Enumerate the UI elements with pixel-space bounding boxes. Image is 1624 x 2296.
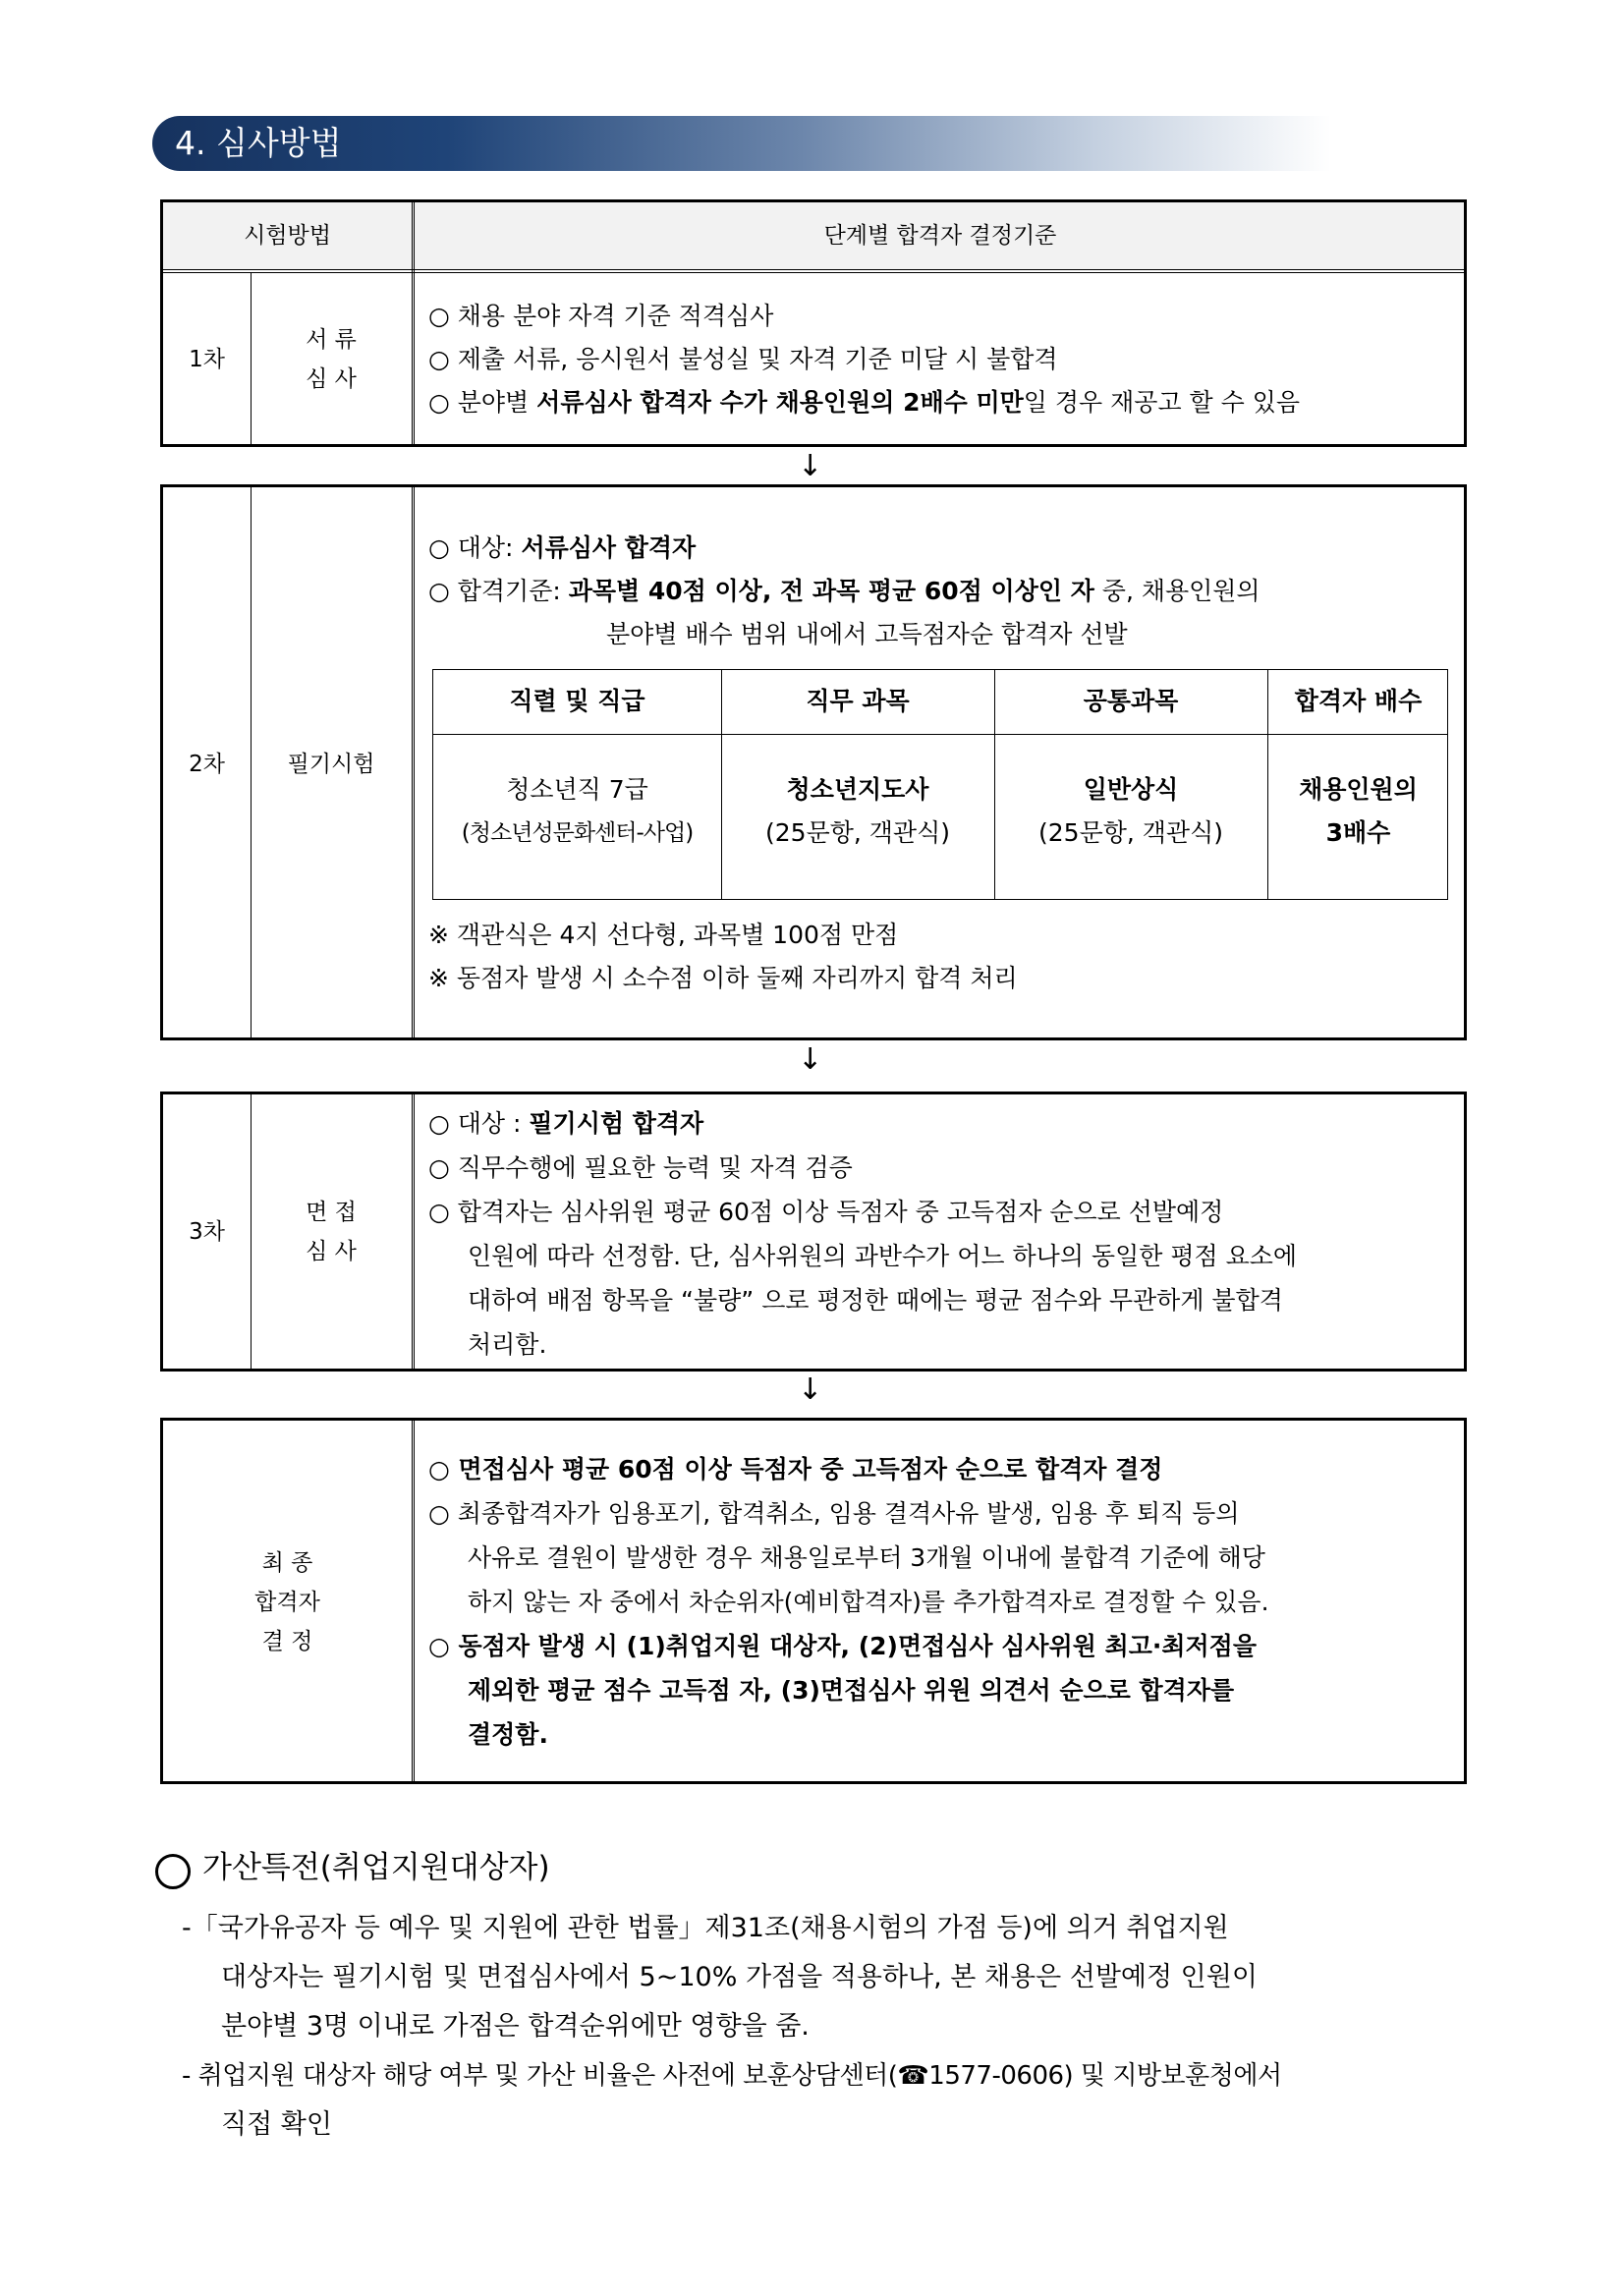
stage2-line-3: 분야별 배수 범위 내에서 고득점자순 합격자 선발 — [606, 620, 1128, 648]
stage1-line-3-bold: 서류심사 합격자 수가 채용인원의 2배수 미만 — [536, 388, 1024, 417]
exam-table-header-job-subject: 직무 과목 — [806, 687, 910, 715]
final-line-5: ○ 동점자 발생 시 (1)취업지원 대상자, (2)면접심사 심사위원 최고·최저점을 — [428, 1632, 1257, 1660]
final-name-2: 합격자 — [254, 1590, 320, 1615]
bonus-title: 가산특전(취업지원대상자) — [202, 1850, 550, 1885]
stage2-line-1-bold: 서류심사 합격자 — [521, 533, 697, 562]
stage1-line-1: ○ 채용 분야 자격 기준 적격심사 — [428, 302, 774, 330]
stage1-line-2: ○ 제출 서류, 응시원서 불성실 및 자격 기준 미달 시 불합격 — [428, 345, 1058, 373]
stage3-name-2: 심 사 — [306, 1239, 357, 1264]
final-line-7: 결정함. — [468, 1720, 548, 1749]
final-line-6: 제외한 평균 점수 고득점 자, (3)면접심사 위원 의견서 순으로 합격자를 — [468, 1676, 1235, 1705]
stage2-box — [160, 484, 1467, 1040]
stage3-line-1 — [428, 1104, 703, 1144]
stage2-line-2 — [428, 572, 1260, 611]
stage3-line-1-a: ○ 대상 : — [428, 1109, 530, 1138]
exam-table-header-divider — [433, 734, 1447, 735]
col-divider — [412, 1421, 415, 1781]
final-line-2: ○ 최종합격자가 임용포기, 합격취소, 임용 결격사유 발생, 임용 후 퇴직 등의 — [428, 1499, 1240, 1528]
bullet-circle-icon — [155, 1854, 191, 1889]
stage2-line-2-c: 중, 채용인원의 — [1093, 577, 1260, 605]
stage2-name: 필기시험 — [287, 752, 375, 777]
stage1-line-3-c: 일 경우 재공고 할 수 있음 — [1023, 388, 1301, 417]
bonus-paragraph-1: -「국가유공자 등 예우 및 지원에 관한 법률」제31조(채용시험의 가점 등)에 의거 취업지원 — [182, 1913, 1229, 1943]
header-criteria: 단계별 합격자 결정기준 — [823, 223, 1057, 249]
bonus-paragraph-3: 분야별 3명 이내로 가점은 합격순위에만 영향을 줌. — [221, 2011, 810, 2042]
final-line-4: 하지 않는 자 중에서 차순위자(예비합격자)를 추가합격자로 결정할 수 있음. — [468, 1588, 1269, 1616]
header-divider — [163, 269, 1464, 273]
bonus-paragraph-4: - 취업지원 대상자 해당 여부 및 가산 비율은 사전에 보훈상담센터(☎1577-0606) 및 지방보훈청에서 — [182, 2061, 1282, 2091]
stage3-line-3: ○ 합격자는 심사위원 평균 60점 이상 득점자 중 고득점자 순으로 선발예정 — [428, 1198, 1224, 1226]
exam-table-job-subject-2: (25문항, 객관식) — [765, 818, 950, 847]
final-line-1: ○ 면접심사 평균 60점 이상 득점자 중 고득점자 순으로 합격자 결정 — [428, 1455, 1163, 1484]
stage2-line-2-a: ○ 합격기준: — [428, 577, 569, 605]
flow-arrow-3: ↓ — [798, 1372, 823, 1407]
bonus-paragraph-2: 대상자는 필기시험 및 면접심사에서 5~10% 가점을 적용하나, 본 채용은 선발예정 인원이 — [221, 1962, 1258, 1992]
stage3-line-1-bold: 필기시험 합격자 — [529, 1109, 704, 1138]
exam-table-multiple-2: 3배수 — [1325, 818, 1391, 847]
col-divider — [412, 1094, 415, 1369]
final-name-3: 결 정 — [261, 1629, 313, 1654]
stage2-number: 2차 — [189, 752, 225, 777]
exam-table-rank-2: (청소년성문화센터-사업) — [461, 820, 694, 846]
stage3-number: 3차 — [189, 1219, 225, 1245]
bonus-paragraph-5: 직접 확인 — [221, 2109, 332, 2140]
stage2-note-1: ※ 객관식은 4지 선다형, 과목별 100점 만점 — [428, 921, 899, 949]
stage2-line-1 — [428, 529, 696, 568]
col-divider — [412, 487, 415, 1037]
stage1-number: 1차 — [189, 347, 225, 372]
exam-table-multiple-1: 채용인원의 — [1299, 775, 1418, 804]
stage3-name-1: 면 접 — [306, 1200, 357, 1225]
exam-table-header-multiple: 합격자 배수 — [1294, 687, 1423, 715]
stage1-line-3-a: ○ 분야별 — [428, 388, 537, 417]
exam-table-job-subject-1: 청소년지도사 — [786, 775, 929, 804]
final-name-1: 최 종 — [261, 1550, 313, 1576]
header-method: 시험방법 — [244, 223, 331, 249]
stage3-line-4: 인원에 따라 선정함. 단, 심사위원의 과반수가 어느 하나의 동일한 평점 요소에 — [468, 1242, 1298, 1270]
stage2-note-2: ※ 동점자 발생 시 소수점 이하 둘째 자리까지 합격 처리 — [428, 964, 1018, 992]
exam-table-common-subject-2: (25문항, 객관식) — [1038, 818, 1223, 847]
exam-table-rank-1: 청소년직 7급 — [506, 775, 648, 804]
stage1-line-3 — [428, 383, 1300, 422]
stage1-name-1: 서 류 — [306, 327, 357, 353]
stage2-line-1-a: ○ 대상: — [428, 533, 522, 562]
stage1-box — [160, 199, 1467, 447]
final-line-3: 사유로 결원이 발생한 경우 채용일로부터 3개월 이내에 불합격 기준에 해당 — [468, 1543, 1265, 1572]
exam-table-header-rank: 직렬 및 직급 — [509, 687, 645, 715]
stage3-box — [160, 1092, 1467, 1372]
flow-arrow-1: ↓ — [798, 449, 823, 483]
flow-arrow-2: ↓ — [798, 1042, 823, 1077]
col-divider — [412, 202, 415, 444]
exam-table-header-common-subject: 공통과목 — [1083, 687, 1179, 715]
final-decision-box — [160, 1418, 1467, 1784]
stage2-line-2-bold: 과목별 40점 이상, 전 과목 평균 60점 이상인 자 — [568, 577, 1094, 605]
stage3-line-5: 대하여 배점 항목을 “불량” 으로 평정한 때에는 평균 점수와 무관하게 불합격 — [468, 1286, 1283, 1315]
stage3-line-2: ○ 직무수행에 필요한 능력 및 자격 검증 — [428, 1153, 853, 1182]
stage1-name-2: 심 사 — [306, 366, 357, 392]
exam-subject-table — [432, 669, 1448, 900]
section-title: 4. 심사방법 — [175, 124, 342, 162]
exam-table-common-subject-1: 일반상식 — [1083, 775, 1179, 804]
stage3-line-6: 처리함. — [468, 1330, 547, 1359]
